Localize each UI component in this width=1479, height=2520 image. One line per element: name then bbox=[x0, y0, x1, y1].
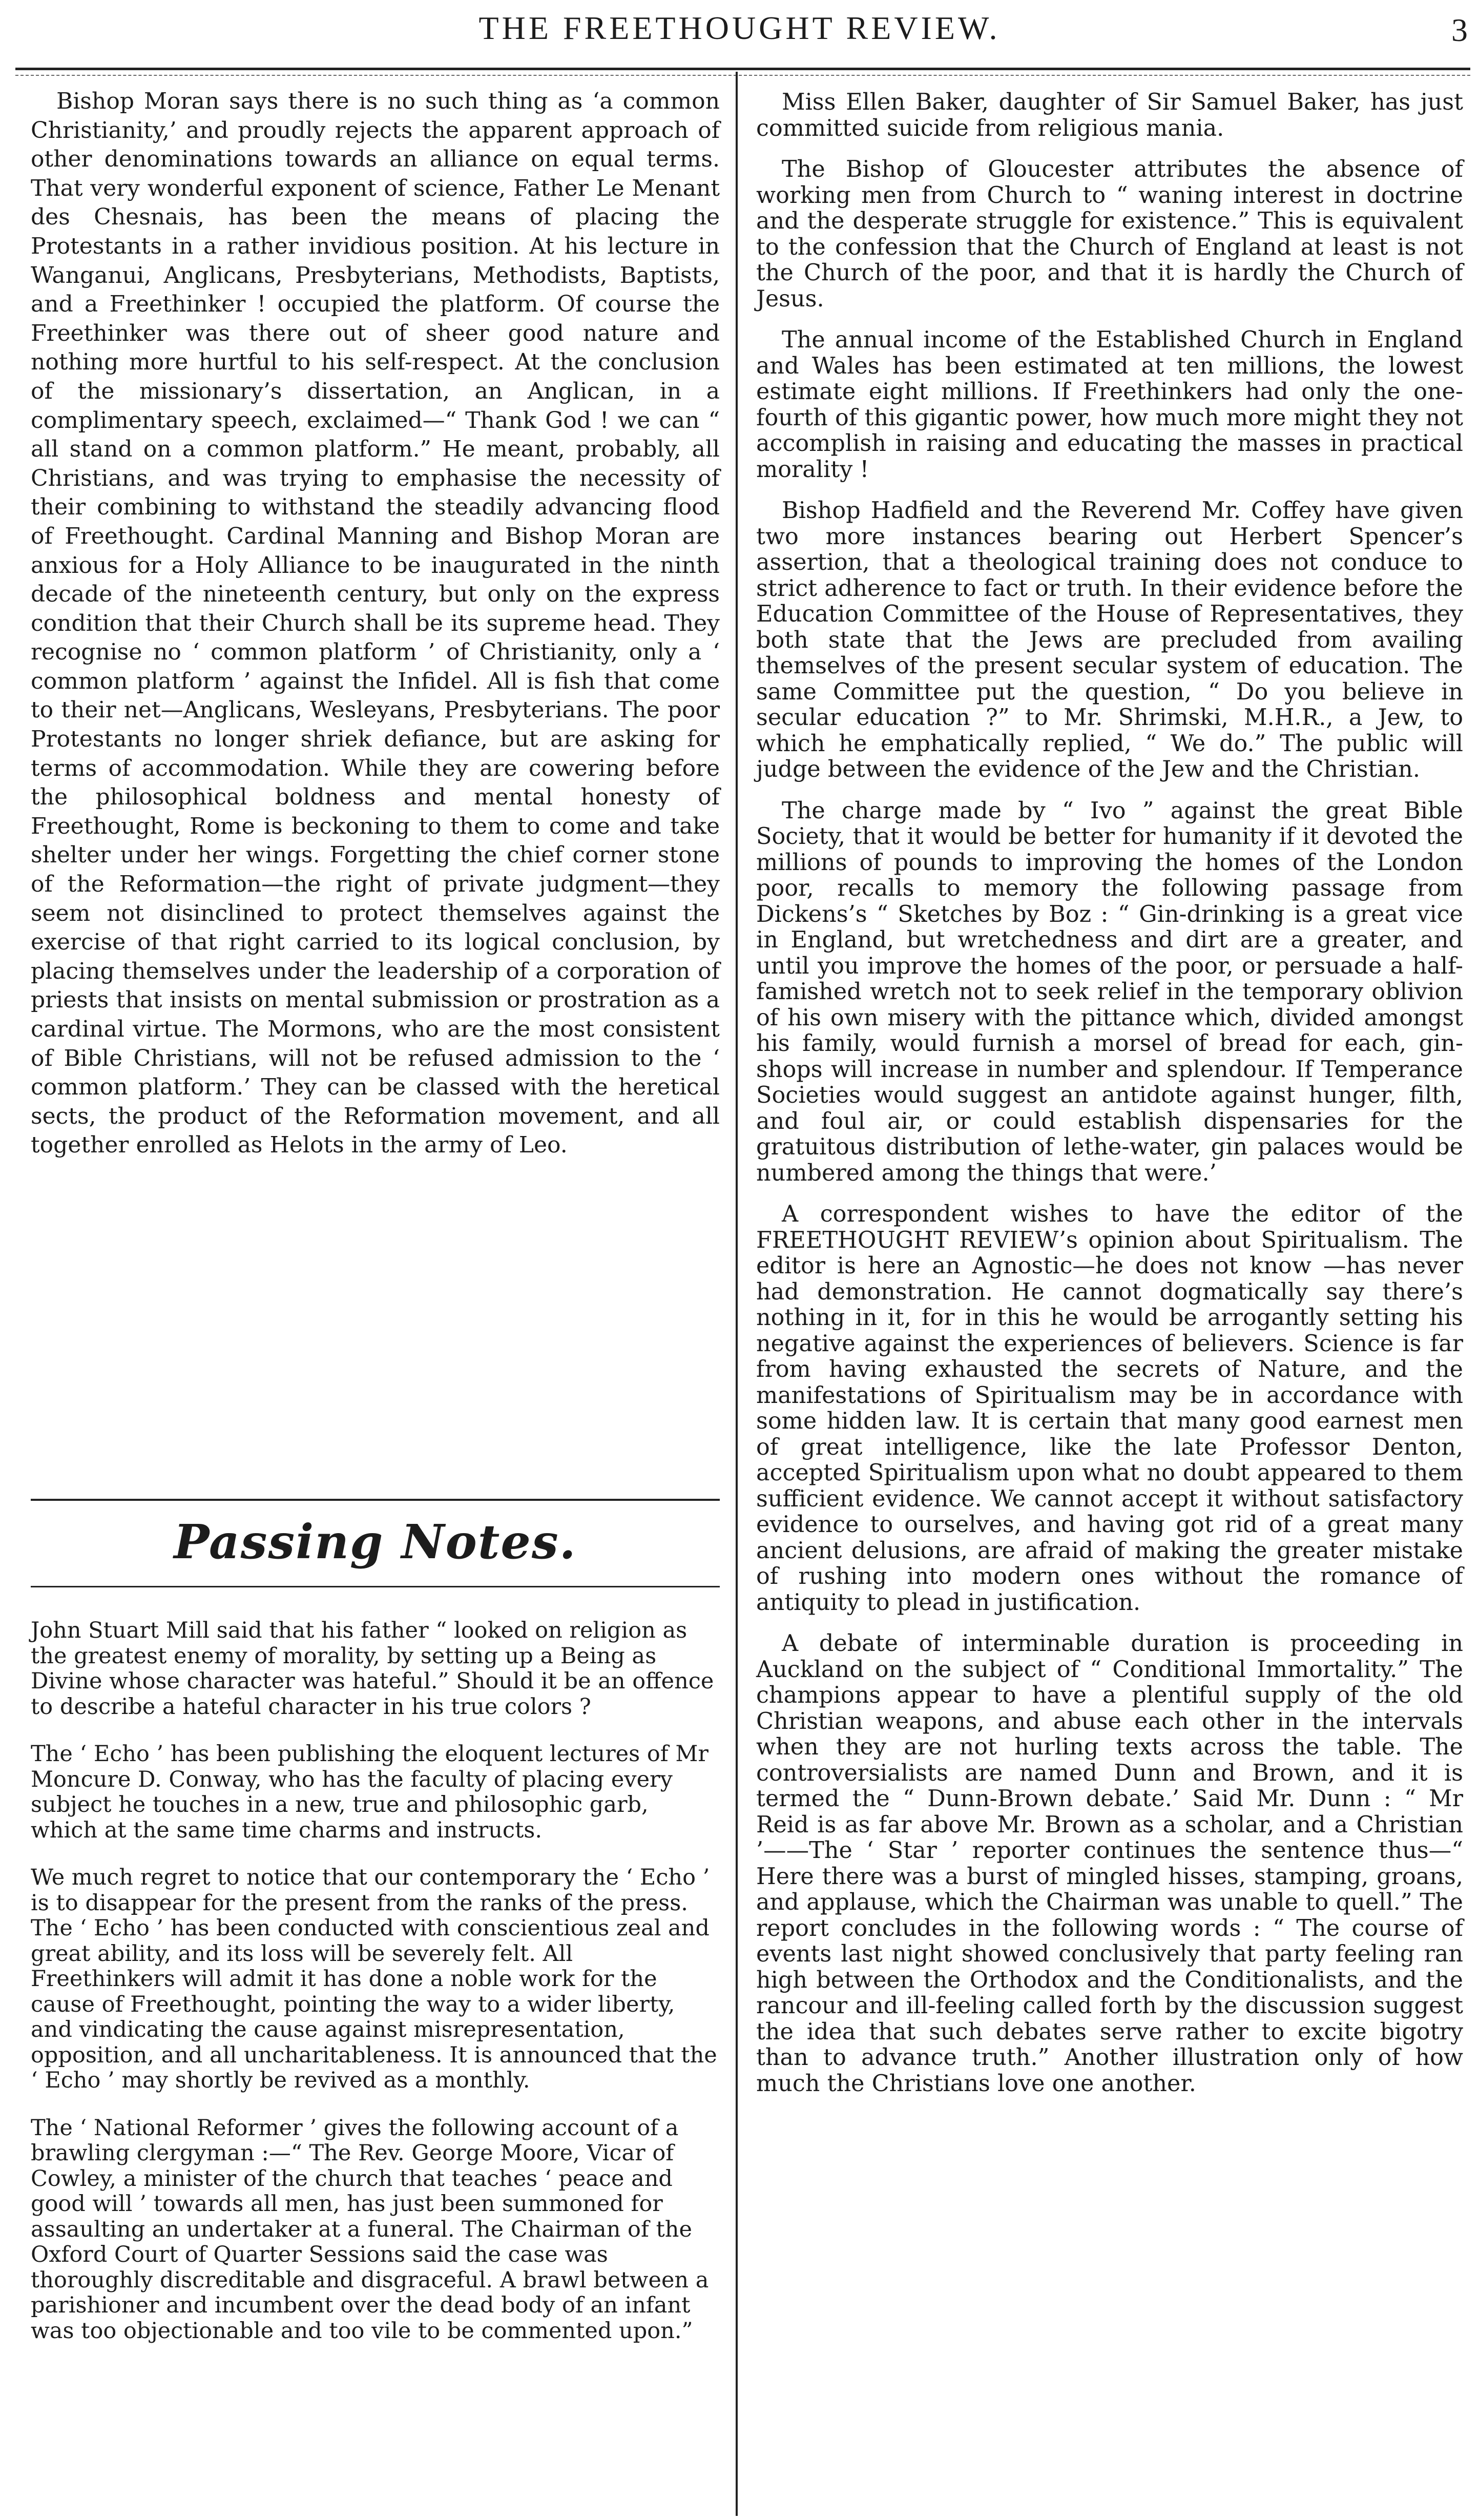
note-mill: John Stuart Mill said that his father “ looked on religion as the greatest enemy of morality, by setting up a Being as Divine whose character was hateful.” Should it be an offence to describe a hateful character in his true colors ? bbox=[31, 1618, 714, 1720]
section-rule-top bbox=[31, 1499, 720, 1501]
note-echo-disappear: We much regret to notice that our contemporary the ‘ Echo ’ is to disappear for the present from the ranks of the press. The ‘ Echo ’ has been conducted with conscientious zeal and great ability, and its loss will be severely felt. All Freethinkers will admit it has done a noble work for the cause of Freethought, pointing the way to a wider liberty, and vindicating the cause against misrepresentation, opposition, and all uncharitableness. It is announced that the ‘ Echo ’ may shortly be revived as a monthly. bbox=[31, 1865, 717, 2093]
passing-notes-left bbox=[31, 1596, 720, 2366]
left-column bbox=[31, 87, 720, 1175]
note-echo-conway: The ‘ Echo ’ has been publishing the eloquent lectures of Mr Moncure D. Conway, who has the faculty of placing every subject he touches in a new, true and philosophic garb, which at the same time charms and instructs. bbox=[31, 1741, 709, 1843]
header-rule bbox=[15, 68, 1470, 70]
note-bible-society: The charge made by “ Ivo ” against the great Bible Society, that it would be better for humanity if it devoted the millions of pounds to improving the homes of the London poor, recalls to memory the following passage from Dickens’s “ Sketches by Boz : “ Gin-drinking is a great vice in England, but wretchedness and dirt are a greater, and until you improve the homes of the poor, or persuade a half-famished wretch not to seek relief in the temporary oblivion of his own misery with the pittance which, divided amongst his family, would furnish a morsel of bread for each, gin-shops will increase in number and splendour. If Temperance Societies would suggest an antidote against hunger, filth, and foul air, or could establish dispensaries for the gratuitous distribution of lethe-water, gin palaces would be numbered among the things that were.’ bbox=[756, 797, 1463, 1186]
note-hadfield-coffey: Bishop Hadfield and the Reverend Mr. Coffey have given two more instances bearing out Herbert Spencer’s assertion, that a theological training does not conduce to strict adherence to fact or truth. In their evidence before the Education Committee of the House of Representatives, they both state that the Jews are precluded from availing themselves of the present secular system of education. The same Committee put the question, “ Do you believe in secular education ?” to Mr. Shrimski, M.H.R., a Jew, to which he emphatically replied, “ We do.” The public will judge between the evidence of the Jew and the Christian. bbox=[756, 498, 1463, 782]
note-established-church-income: The annual income of the Established Church in England and Wales has been estimated at ten millions, the lowest estimate eight millions. If Freethinkers had only the one-fourth of this gigantic power, how much more might they not accomplish in raising and educating the masses in practical morality ! bbox=[756, 327, 1463, 483]
note-auckland-debate: A debate of interminable duration is proceeding in Auckland on the subject of “ Conditional Immortality.” The champions appear to have a plentiful supply of the old Christian weapons, and abuse each other in the intervals when they are not hurling texts across the table. The controversialists are named Dunn and Brown, and it is termed the “ Dunn-Brown debate.’ Said Mr. Dunn : “ Mr Reid is as far above Mr. Brown as a scholar, and a Christian ’——The ‘ Star ’ reporter continues the sentence thus—“ Here there was a burst of mingled hisses, stamping, groans, and applause, which the Chairman was unable to quell.” The report concludes in the following words : “ The course of events last night showed conclusively that party feeling ran high between the Orthodox and the Conditionalists, and the rancour and ill-feeling called forth by the discussion suggest the idea that such debates serve rather to excite bigotry than to advance truth.” Another illustration only of how much the Christians love one another. bbox=[756, 1630, 1463, 2097]
header-dotted-rule bbox=[15, 75, 1470, 76]
running-title: THE FREETHOUGHT REVIEW. bbox=[478, 10, 1001, 46]
column-divider bbox=[736, 72, 738, 2516]
page-header bbox=[0, 0, 1479, 67]
page-number: 3 bbox=[1451, 12, 1468, 48]
lead-article-paragraph: Bishop Moran says there is no such thing as ‘a common Christianity,’ and proudly rejects the apparent approach of other denominations towards an alliance on equal terms. That very wonderful exponent of science, Father Le Menant des Chesnais, has been the means of placing the Protestants in a rather invidious position. At his lecture in Wanganui, Anglicans, Presbyterians, Methodists, Baptists, and a Freethinker ! occupied the platform. Of course the Freethinker was there out of sheer good nature and nothing more hurtful to his self-respect. At the conclusion of the missionary’s dissertation, an Anglican, in a complimentary speech, exclaimed—“ Thank God ! we can “ all stand on a common platform.” He meant, probably, all Christians, and was trying to emphasise the necessity of their combining to withstand the steadily advancing flood of Freethought. Cardinal Manning and Bishop Moran are anxious for a Holy Alliance to be inaugurated in the ninth decade of the nineteenth century, but only on the express condition that their Church shall be its supreme head. They recognise no ‘ common platform ’ of Christianity, only a ‘ common platform ’ against the Infidel. All is fish that come to their net—Anglicans, Wesleyans, Presbyterians. The poor Protestants no longer shriek defiance, but are asking for terms of accommodation. While they are cowering before the philosophical boldness and mental honesty of Freethought, Rome is beckoning to them to come and take shelter under her wings. Forgetting the chief corner stone of the Reformation—the right of private judgment—they seem not disinclined to protect themselves against the exercise of that right carried to its logical conclusion, by placing themselves under the leadership of a corporation of priests that insists on mental submission or prostration as a cardinal virtue. The Mormons, who are the most consistent of Bible Christians, will not be refused admission to the ‘ common platform.’ They can be classed with the heretical sects, the product of the Reformation movement, and all together enrolled as Helots in the army of Leo. bbox=[31, 88, 720, 1159]
note-spiritualism: A correspondent wishes to have the editor of the FREETHOUGHT REVIEW’s opinion about Spiritualism. The editor is here an Agnostic—he does not know —has never had demonstration. He cannot dogmatically say there’s nothing in it, for in this he would be arrogantly setting his negative against the experiences of believers. Science is far from having exhausted the secrets of Nature, and the manifestations of Spiritualism may be in accordance with some hidden law. It is certain that many good earnest men of great intelligence, like the late Professor Denton, accepted Spiritualism upon what no doubt appeared to them sufficient evidence. We cannot accept it without satisfactory evidence to ourselves, and having got rid of a great many ancient delusions, are afraid of making the greater mistake of rushing into modern ones without the romance of antiquity to plead in justification. bbox=[756, 1201, 1463, 1616]
section-rule-bottom bbox=[31, 1586, 720, 1587]
section-title: Passing Notes. bbox=[174, 1514, 577, 1569]
note-bishop-gloucester: The Bishop of Gloucester attributes the absence of working men from Church to “ waning interest in doctrine and the desperate struggle for existence.” This is equivalent to the confession that the Church of England at least is not the Church of the poor, and that it is hardly the Church of Jesus. bbox=[756, 156, 1463, 312]
note-brawling-clergyman: The ‘ National Reformer ’ gives the following account of a brawling clergyman :—“ The Rev. George Moore, Vicar of Cowley, a minister of the church that teaches ‘ peace and good will ’ towards all men, has just been summoned for assaulting an undertaker at a funeral. The Chairman of the Oxford Court of Quarter Sessions said the case was thoroughly discreditable and disgraceful. A brawl between a parishioner and incumbent over the dead body of an infant was too objectionable and too vile to be commented upon.” bbox=[31, 2115, 709, 2344]
right-column bbox=[756, 90, 1463, 2112]
note-ellen-baker: Miss Ellen Baker, daughter of Sir Samuel Baker, has just committed suicide from religious mania. bbox=[756, 89, 1463, 141]
